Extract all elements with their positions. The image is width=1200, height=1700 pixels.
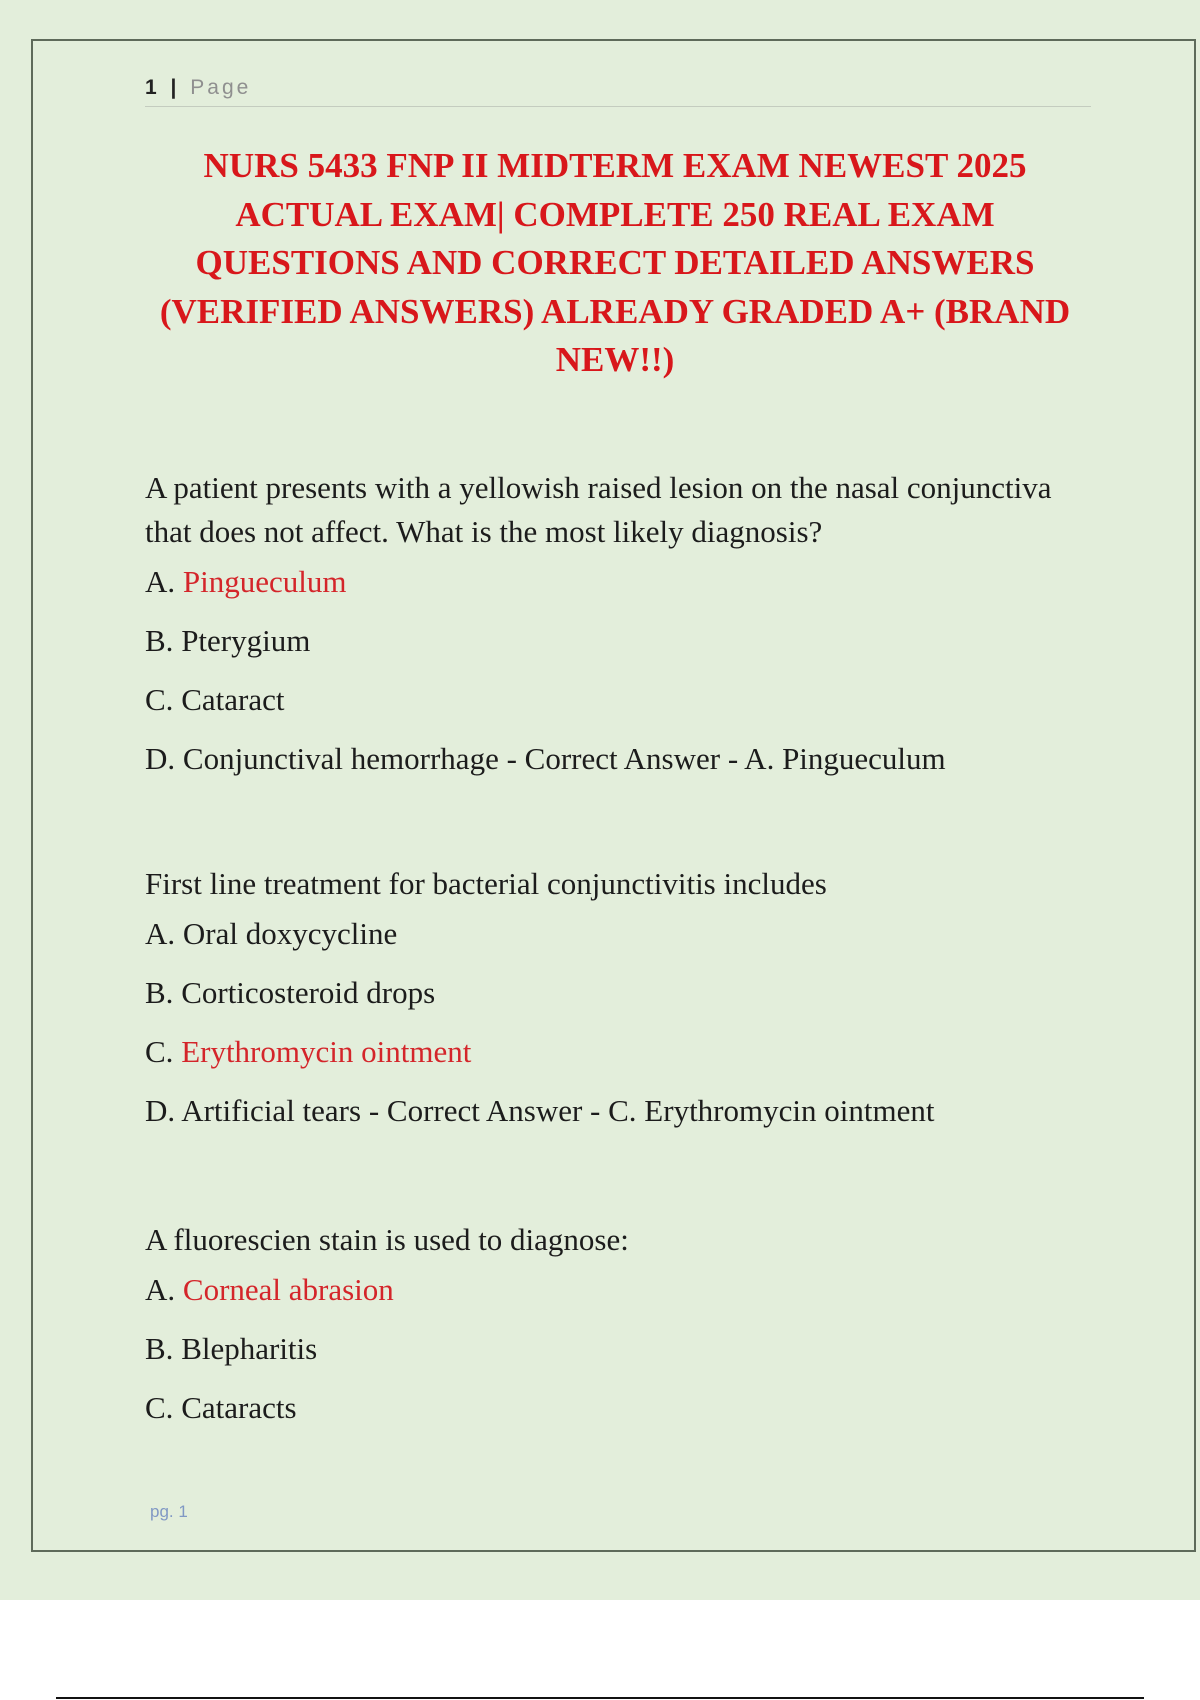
option-letter: B. bbox=[145, 623, 174, 658]
question-block-1 bbox=[145, 466, 1095, 796]
page-number: 1 bbox=[145, 76, 160, 99]
document-title: NURS 5433 FNP II MIDTERM EXAM NEWEST 2025 ACTUAL EXAM| COMPLETE 250 REAL EXAM QUESTIONS AND CORRECT DETAILED ANSWERS (VERIFIED ANSWERS) ALREADY GRADED A+ (BRAND NEW!!) bbox=[159, 146, 1071, 379]
answer-option bbox=[145, 971, 1095, 1030]
option-text: Corticosteroid drops bbox=[181, 975, 436, 1010]
option-letter: C. bbox=[145, 1390, 174, 1425]
question-stem: A patient presents with a yellowish raised lesion on the nasal conjunctiva that does not affect. What is the most likely diagnosis? bbox=[145, 470, 1052, 549]
option-letter: B. bbox=[145, 975, 174, 1010]
option-letter: A. bbox=[145, 916, 176, 951]
page-footer: pg. 1 bbox=[150, 1502, 188, 1521]
question-stem: A fluorescien stain is used to diagnose: bbox=[145, 1222, 629, 1257]
option-text-correct: Pingueculum bbox=[182, 564, 347, 599]
question-stem: First line treatment for bacterial conjunctivitis includes bbox=[145, 866, 827, 901]
option-letter: C. bbox=[145, 682, 174, 717]
option-text: Blepharitis bbox=[181, 1331, 318, 1366]
page-word: Page bbox=[190, 76, 252, 99]
option-text: Conjunctival hemorrhage - Correct Answer - A. Pingueculum bbox=[182, 741, 946, 776]
answer-option bbox=[145, 1386, 1095, 1445]
option-letter: D. bbox=[145, 741, 176, 776]
answer-option bbox=[145, 678, 1095, 737]
answer-option bbox=[145, 560, 1095, 619]
option-letter: B. bbox=[145, 1331, 174, 1366]
answer-option bbox=[145, 1030, 1095, 1089]
answer-option bbox=[145, 1089, 1095, 1148]
answer-option bbox=[145, 619, 1095, 678]
bottom-divider bbox=[56, 1697, 1144, 1699]
option-letter: C. bbox=[145, 1034, 174, 1069]
answer-option bbox=[145, 1327, 1095, 1386]
option-text: Pterygium bbox=[181, 623, 311, 658]
option-text: Cataracts bbox=[181, 1390, 297, 1425]
option-text: Cataract bbox=[181, 682, 285, 717]
option-text: Artificial tears - Correct Answer - C. Erythromycin ointment bbox=[181, 1093, 935, 1128]
option-letter: A. bbox=[145, 1272, 176, 1307]
answer-option bbox=[145, 912, 1095, 971]
answer-option bbox=[145, 737, 1095, 796]
option-letter: A. bbox=[145, 564, 176, 599]
page-header bbox=[145, 74, 1091, 107]
header-separator: | bbox=[170, 76, 180, 99]
answer-option bbox=[145, 1268, 1095, 1327]
question-block-3 bbox=[145, 1218, 1095, 1445]
option-letter: D. bbox=[145, 1093, 176, 1128]
question-block-2 bbox=[145, 862, 1095, 1148]
option-text-correct: Corneal abrasion bbox=[182, 1272, 394, 1307]
option-text-correct: Erythromycin ointment bbox=[181, 1034, 472, 1069]
option-text: Oral doxycycline bbox=[182, 916, 398, 951]
